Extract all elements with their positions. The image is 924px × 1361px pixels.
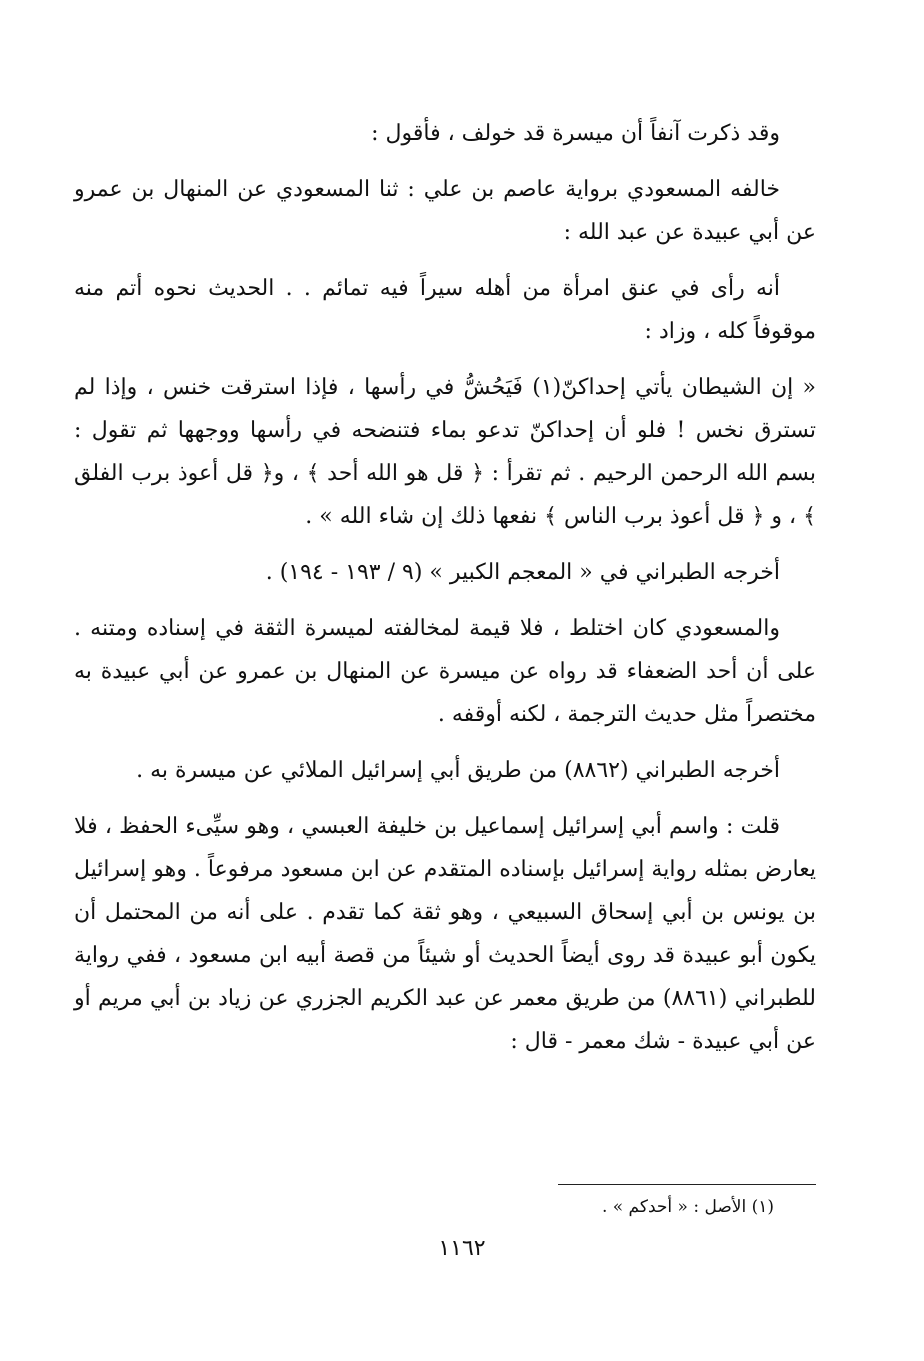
paragraph-masudi-confused: والمسعودي كان اختلط ، فلا قيمة لمخالفته لميسرة الثقة في إسناده ومتنه . على أن أحد الضعفاء قد رواه عن ميسرة عن المنهال بن عمرو عن أبي عبيدة به مختصراً مثل حديث الترجمة ، لكنه أوقفه . (74, 616, 816, 727)
paragraph-hadith-text: « إن الشيطان يأتي إحداكنّ(١) فَيَحُشُّ في رأسها ، فإذا استرقت خنس ، وإذا لم تسترق نخس ! فلو أن إحداكنّ تدعو بماء فتنضحه في رأسها ووجهها ثم تقول : بسم الله الرحمن الرحيم . ثم تقرأ : ﴿ قل هو الله أحد ﴾ ، و﴿ قل أعوذ برب الفلق ﴾ ، و ﴿ قل أعوذ برب الناس ﴾ نفعها ذلك إن شاء الله » . (74, 375, 816, 529)
page-number: ١١٦٢ (438, 1236, 486, 1261)
paragraph-abu-israel: قلت : واسم أبي إسرائيل إسماعيل بن خليفة العبسي ، وهو سيِّىء الحفظ ، فلا يعارض بمثله رواية إسرائيل بإسناده المتقدم عن ابن مسعود مرفوعاً . وهو إسرائيل بن يونس بن أبي إسحاق السبيعي ، وهو ثقة كما تقدم . على أنه من المحتمل أن يكون أبو عبيدة قد روى أيضاً الحديث أو شيئاً من قصة أبيه ابن مسعود ، ففي رواية للطبراني (٨٨٦١) من طريق معمر عن عبد الكريم الجزري عن زياد بن أبي مريم أو عن أبي عبيدة - شك معمر - قال : (74, 814, 816, 1054)
footnote: (١) الأصل : « أحدكم » . (601, 1197, 774, 1217)
paragraph-masudi-narration: خالفه المسعودي برواية عاصم بن علي : ثنا المسعودي عن المنهال بن عمرو عن أبي عبيدة عن عبد الله : (74, 177, 816, 245)
paragraph-tabarani-kabir: أخرجه الطبراني في « المعجم الكبير » (٩ / ١٩٣ - ١٩٤) . (265, 560, 780, 585)
footnote-divider (558, 1184, 816, 1185)
paragraph-tabarani-8862: أخرجه الطبراني (٨٨٦٢) من طريق أبي إسرائيل الملائي عن ميسرة به . (136, 758, 780, 783)
paragraph-amulets: أنه رأى في عنق امرأة من أهله سيراً فيه تمائم . . الحديث نحوه أتم منه موقوفاً كله ، وزاد : (74, 276, 816, 344)
page-body (74, 112, 816, 1076)
paragraph-intro: وقد ذكرت آنفاً أن ميسرة قد خولف ، فأقول : (371, 121, 780, 146)
